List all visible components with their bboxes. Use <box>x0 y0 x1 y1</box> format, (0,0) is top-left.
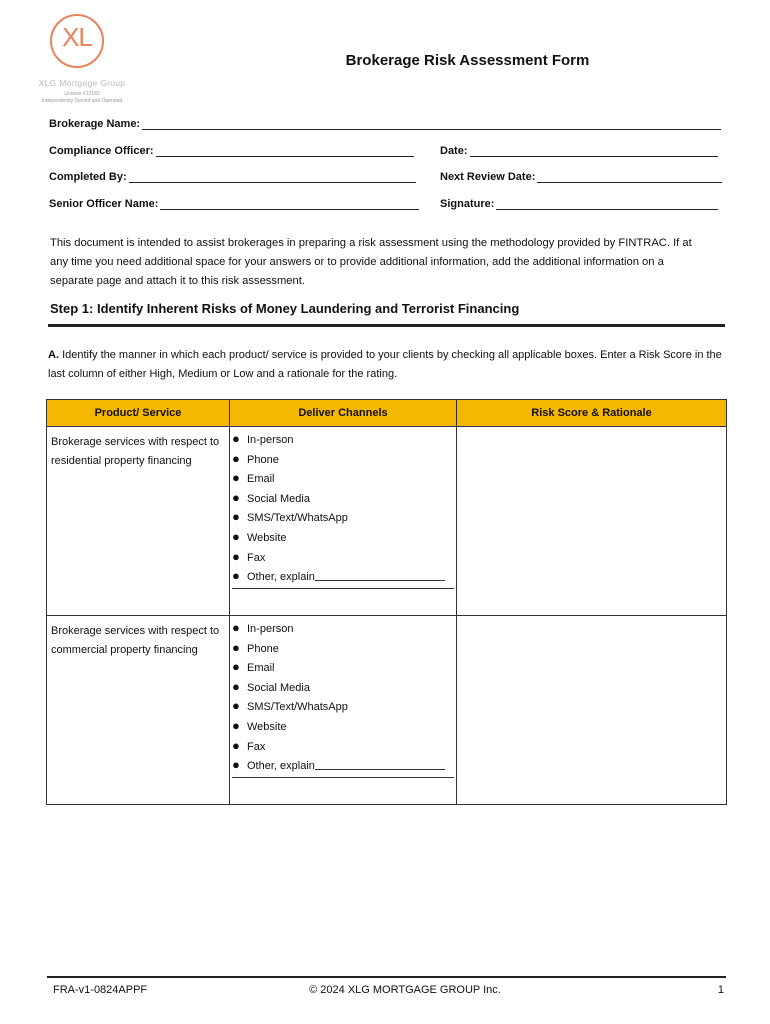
bullet-icon: ● <box>232 757 240 773</box>
bullet-icon: ● <box>232 717 240 733</box>
date-line[interactable] <box>470 146 718 157</box>
bullet-icon: ● <box>232 548 240 564</box>
table-row <box>47 616 727 805</box>
channel-label: SMS/Text/WhatsApp <box>247 512 348 525</box>
compliance-officer-field[interactable] <box>49 145 414 157</box>
channel-option[interactable] <box>232 529 456 549</box>
bullet-icon: ● <box>232 489 240 505</box>
channel-label: Website <box>247 531 287 544</box>
step-1-heading: Step 1: Identify Inherent Risks of Money Laundering and Terrorist Financing <box>50 301 520 316</box>
copyright: © 2024 XLG MORTGAGE GROUP Inc. <box>309 984 501 996</box>
senior-officer-label: Senior Officer Name: <box>49 198 159 210</box>
bullet-icon: ● <box>232 678 240 694</box>
next-review-label: Next Review Date: <box>440 171 536 183</box>
next-review-line[interactable] <box>537 172 722 183</box>
bullet-icon: ● <box>232 659 240 675</box>
channel-option[interactable] <box>232 470 456 490</box>
senior-officer-line[interactable] <box>160 199 419 210</box>
channel-label: Email <box>247 473 275 486</box>
page-number: 1 <box>717 984 724 996</box>
date-label: Date: <box>440 145 468 157</box>
header-product-service: Product/ Service <box>47 400 230 427</box>
channel-label: Social Media <box>247 681 310 694</box>
bullet-icon: ● <box>232 698 240 714</box>
channel-option[interactable] <box>232 431 456 451</box>
brokerage-name-field[interactable] <box>49 118 721 130</box>
header-risk-score: Risk Score & Rationale <box>457 400 727 427</box>
completed-by-label: Completed By: <box>49 171 127 183</box>
signature-field[interactable] <box>440 198 718 210</box>
channel-option[interactable] <box>232 620 456 640</box>
channel-option[interactable] <box>232 679 456 699</box>
channel-option[interactable] <box>232 718 456 738</box>
product-text: Brokerage services with respect to commercial property financing <box>51 625 220 656</box>
bullet-icon: ● <box>232 620 240 635</box>
instruction-label: A. <box>48 349 59 361</box>
compliance-officer-label: Compliance Officer: <box>49 145 154 157</box>
channel-label: Phone <box>247 453 279 466</box>
completed-by-field[interactable] <box>49 171 416 183</box>
other-explain-line[interactable] <box>315 757 445 770</box>
table-row <box>47 427 727 616</box>
product-cell <box>47 427 230 616</box>
completed-by-line[interactable] <box>129 172 416 183</box>
channel-list <box>230 427 456 589</box>
bullet-icon: ● <box>232 431 240 446</box>
brokerage-name-line[interactable] <box>142 119 721 130</box>
next-review-field[interactable] <box>440 171 722 183</box>
channel-label: In-person <box>247 623 294 635</box>
channel-list <box>230 616 456 778</box>
date-field[interactable] <box>440 145 718 157</box>
compliance-officer-line[interactable] <box>156 146 414 157</box>
page-title: Brokerage Risk Assessment Form <box>345 52 590 69</box>
channels-cell <box>230 616 457 805</box>
risk-score-cell[interactable] <box>457 427 727 616</box>
signature-line[interactable] <box>496 199 718 210</box>
company-logo <box>36 12 128 112</box>
channel-option[interactable] <box>232 640 456 660</box>
product-cell <box>47 616 230 805</box>
senior-officer-field[interactable] <box>49 198 419 210</box>
channel-option[interactable] <box>232 549 456 569</box>
signature-label: Signature: <box>440 198 495 210</box>
brokerage-name-label: Brokerage Name: <box>49 118 141 130</box>
channel-option[interactable] <box>232 659 456 679</box>
logo-tagline: Independently Owned and Operated <box>41 98 123 104</box>
step-divider <box>48 324 725 327</box>
footer-divider <box>47 976 726 978</box>
risk-assessment-table <box>46 399 727 805</box>
bullet-icon: ● <box>232 470 240 486</box>
form-code: FRA-v1-0824APPF <box>53 984 148 996</box>
channel-label: Fax <box>247 740 266 753</box>
channel-label: Other, explain <box>247 571 315 584</box>
channel-label: In-person <box>247 434 294 446</box>
bullet-icon: ● <box>232 639 240 655</box>
header-deliver-channels: Deliver Channels <box>230 400 457 427</box>
channel-label: Phone <box>247 642 279 655</box>
bullet-icon: ● <box>232 528 240 544</box>
bullet-icon: ● <box>232 450 240 466</box>
instruction-a <box>48 346 728 384</box>
channel-label: Other, explain <box>247 760 315 773</box>
logo-name: XLG Mortgage Group <box>38 78 126 88</box>
bullet-icon: ● <box>232 737 240 753</box>
other-explain-line[interactable] <box>315 568 445 581</box>
channel-option[interactable] <box>232 698 456 718</box>
channel-label: SMS/Text/WhatsApp <box>247 701 348 714</box>
channel-label: Social Media <box>247 492 310 505</box>
logo-license: License #13183 <box>64 91 100 97</box>
channel-option-other[interactable] <box>232 568 454 589</box>
instruction-text: Identify the manner in which each product/ service is provided to your clients by checking all applicable boxes. Enter a Risk Score in the last column of either High, Medium or Low and a rationale for the rating. <box>48 349 722 380</box>
product-text: Brokerage services with respect to residential property financing <box>51 436 220 467</box>
channel-label: Website <box>247 720 287 733</box>
channel-option[interactable] <box>232 509 456 529</box>
bullet-icon: ● <box>232 509 240 525</box>
channels-cell <box>230 427 457 616</box>
intro-paragraph: This document is intended to assist brokerages in preparing a risk assessment using the methodology provided by FINTRAC. If at any time you need additional space for your answers or to provide additional information, add the additional information on a separate page and attach it to this risk assessment. <box>50 237 692 287</box>
logo-mark: XL <box>62 22 92 52</box>
risk-score-cell[interactable] <box>457 616 727 805</box>
channel-label: Email <box>247 662 275 675</box>
channel-option[interactable] <box>232 490 456 510</box>
channel-option-other[interactable] <box>232 757 454 778</box>
channel-option[interactable] <box>232 451 456 471</box>
channel-label: Fax <box>247 551 266 564</box>
bullet-icon: ● <box>232 568 240 584</box>
channel-option[interactable] <box>232 738 456 758</box>
